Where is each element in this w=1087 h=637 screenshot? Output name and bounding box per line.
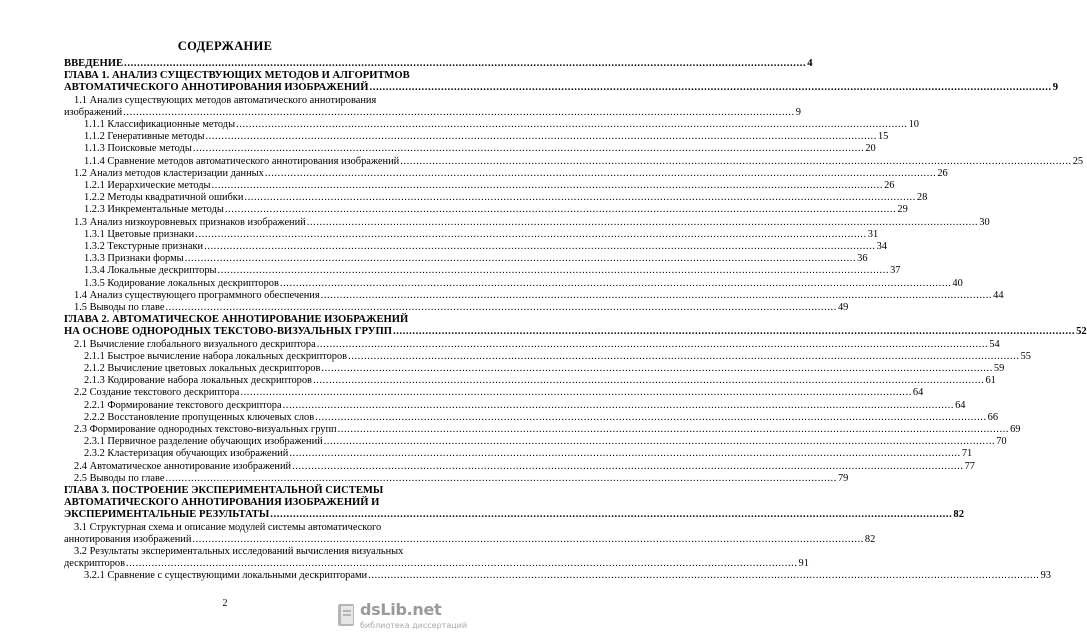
toc-line — [64, 497, 418, 509]
toc-entry-text: 1.2.3 Инкрементальные методы — [84, 204, 224, 216]
toc-page-number: 26 — [884, 180, 895, 191]
toc-leader-dots — [315, 412, 987, 424]
toc-entry-text: 1.3.3 Признаки формы — [84, 253, 184, 265]
toc-page-number: 64 — [912, 387, 924, 399]
toc-entry-text: ВВЕДЕНИЕ — [64, 58, 124, 69]
toc-leader-dots — [225, 204, 897, 216]
toc-entry-text: аннотирования изображений — [64, 533, 192, 545]
toc-page-number: 79 — [837, 472, 849, 484]
toc-line — [64, 509, 964, 521]
toc-leader-dots — [265, 168, 937, 180]
toc-page-number: 20 — [865, 143, 876, 155]
toc-page-number: 4 — [807, 58, 813, 69]
toc-line — [64, 106, 801, 119]
toc-entry-text: ГЛАВА 2. АВТОМАТИЧЕСКОЕ АННОТИРОВАНИЕ ИЗОБРАЖЕНИЙ — [64, 314, 409, 326]
toc-leader-dots — [236, 119, 908, 131]
toc-page-number: 64 — [955, 399, 966, 411]
toc-line — [64, 533, 876, 546]
toc-leader-dots — [204, 241, 876, 253]
toc-entry-text: 2.1.1 Быстрое вычисление набора локальных дескрипторов — [84, 350, 348, 362]
toc-entry-text: 1.4 Анализ существующего программного обеспечения — [74, 289, 320, 301]
toc-leader-dots — [123, 107, 795, 119]
toc-entry-text: 1.3.1 Цветовые признаки — [84, 228, 195, 240]
toc-leader-dots — [321, 290, 993, 302]
toc-line — [84, 228, 879, 241]
toc-entry-text: ГЛАВА 1. АНАЛИЗ СУЩЕСТВУЮЩИХ МЕТОДОВ И АЛГОРИТМОВ — [64, 70, 410, 82]
toc-entry-text: 2.5 Выводы по главе — [74, 472, 165, 484]
toc-page-number: 30 — [979, 216, 990, 228]
toc-entry-text: 1.1.4 Сравнение методов автоматического аннотирования изображений — [84, 155, 400, 167]
toc-line — [84, 436, 1007, 448]
toc-leader-dots — [240, 387, 912, 399]
toc-page-number: 9 — [795, 106, 801, 118]
toc-page-number: 15 — [877, 131, 889, 143]
toc-page-number: 91 — [798, 558, 809, 570]
toc-line — [74, 338, 1000, 351]
watermark-brand: dsLib.net — [360, 600, 442, 619]
toc-line — [84, 155, 1084, 168]
toc-line — [64, 314, 418, 326]
toc-leader-dots — [400, 156, 1072, 168]
toc-leader-dots — [321, 363, 993, 375]
toc-line — [74, 472, 849, 485]
toc-page-number: 71 — [961, 448, 973, 460]
toc-page-number: 36 — [857, 253, 868, 265]
toc-line — [64, 485, 418, 497]
toc-leader-dots — [218, 265, 890, 277]
toc-page-number: 70 — [996, 436, 1007, 448]
toc-entry-text: ЭКСПЕРИМЕНТАЛЬНЫЕ РЕЗУЛЬТАТЫ — [64, 509, 270, 521]
toc-entry-text: 1.2.1 Иерархические методы — [84, 180, 211, 191]
toc-leader-dots — [370, 82, 1052, 94]
toc-leader-dots — [165, 473, 837, 485]
toc-line — [84, 375, 996, 387]
toc-page-number: 25 — [1072, 155, 1084, 167]
toc-entry-text: 1.1.1 Классификационные методы — [84, 119, 236, 130]
toc-entry-text: 3.2 Результаты экспериментальных исследований вычисления визуальных — [74, 546, 404, 557]
toc-line — [64, 70, 418, 82]
toc-entry-text: 1.3 Анализ низкоуровневых признаков изображений — [74, 216, 306, 228]
toc-line — [74, 95, 418, 107]
toc-leader-dots — [324, 436, 996, 448]
toc-entry-text: 1.2 Анализ методов кластеризации данных — [74, 167, 264, 179]
toc-entry-text: 2.1 Вычисление глобального визуального дескриптора — [74, 338, 316, 350]
toc-line — [74, 289, 1004, 302]
toc-page-number: 55 — [1020, 350, 1031, 362]
toc-line — [74, 522, 418, 534]
page-title: СОДЕРЖАНИЕ — [177, 39, 273, 53]
toc-leader-dots — [313, 375, 985, 387]
toc-line — [84, 131, 889, 143]
toc-line — [84, 399, 966, 412]
toc-line — [84, 570, 1051, 582]
toc-leader-dots — [368, 570, 1040, 582]
toc-line — [84, 241, 887, 253]
toc-line — [84, 143, 876, 155]
toc-leader-dots — [283, 400, 955, 412]
toc-entry-text: 2.1.2 Вычисление цветовых локальных дескрипторов — [84, 363, 321, 374]
book-logo-icon — [336, 600, 358, 630]
toc-entry-text: 2.3.2 Кластеризация обучающих изображений — [84, 448, 289, 460]
toc-line — [84, 350, 1031, 363]
toc-line — [84, 363, 1005, 375]
toc-line — [84, 192, 928, 204]
toc-line — [84, 411, 999, 424]
toc-line — [74, 216, 990, 229]
toc-leader-dots — [124, 58, 806, 70]
toc-entry-text: 1.3.4 Локальные дескрипторы — [84, 265, 217, 277]
toc-entry-text: 2.2.1 Формирование текстового дескриптора — [84, 399, 282, 411]
toc-entry-text: 2.3 Формирование однородных текстово-визуальных групп — [74, 424, 337, 435]
toc-page-number: 61 — [985, 375, 996, 387]
toc-leader-dots — [212, 180, 884, 192]
page-number: 2 — [222, 598, 228, 609]
watermark-tagline: библиотека диссертаций — [360, 621, 468, 630]
toc-page-number: 28 — [916, 192, 928, 204]
toc-page-number: 10 — [908, 119, 919, 130]
toc-entry-text: 2.1.3 Кодирование набора локальных дескрипторов — [84, 375, 312, 387]
toc-entry-text: 1.1.2 Генеративные методы — [84, 131, 205, 143]
toc-leader-dots — [317, 339, 989, 351]
toc-page-number: 40 — [952, 277, 963, 289]
toc-page-number: 31 — [867, 228, 879, 240]
toc-line — [84, 277, 963, 290]
toc-line — [74, 460, 975, 473]
toc-line — [64, 58, 813, 70]
toc-entry-text: изображений — [64, 106, 123, 118]
watermark — [336, 600, 468, 634]
toc-entry-text: дескрипторов — [64, 558, 126, 570]
toc-leader-dots — [289, 448, 961, 460]
toc-page-number: 54 — [989, 338, 1000, 350]
toc-page-number: 34 — [876, 241, 887, 252]
toc-page-number: 52 — [1076, 326, 1087, 338]
toc-page-number: 59 — [993, 363, 1005, 374]
toc-entry-text: 1.1 Анализ существующих методов автоматического аннотирования — [74, 94, 377, 106]
toc-line — [84, 204, 908, 216]
toc-entry-text: 3.1 Структурная схема и описание модулей системы автоматического — [74, 521, 382, 533]
toc-leader-dots — [393, 326, 1075, 338]
toc-leader-dots — [192, 534, 864, 546]
toc-entry-text: АВТОМАТИЧЕСКОГО АННОТИРОВАНИЯ ИЗОБРАЖЕНИЙ — [64, 82, 369, 94]
toc-leader-dots — [244, 192, 916, 204]
toc-entry-text: 1.1.3 Поисковые методы — [84, 143, 192, 155]
toc-entry-text: НА ОСНОВЕ ОДНОРОДНЫХ ТЕКСТОВО-ВИЗУАЛЬНЫХ ГРУПП — [64, 326, 392, 338]
toc-leader-dots — [195, 229, 867, 241]
toc-line — [84, 265, 901, 277]
toc-page-number: 77 — [964, 460, 975, 472]
toc-line — [74, 387, 924, 399]
toc-page-number: 82 — [864, 533, 876, 545]
toc-entry-text: АВТОМАТИЧЕСКОГО АННОТИРОВАНИЯ ИЗОБРАЖЕНИЙ И — [64, 497, 380, 509]
toc-line — [84, 119, 919, 131]
toc-entry-text: 1.2.2 Методы квадратичной ошибки — [84, 192, 244, 204]
toc-page-number: 44 — [993, 289, 1004, 301]
toc-line — [84, 180, 895, 192]
toc-page-number: 9 — [1052, 82, 1059, 94]
toc-entry-text: 1.3.2 Текстурные признаки — [84, 241, 204, 252]
toc-leader-dots — [280, 278, 952, 290]
toc-page-number: 37 — [890, 265, 901, 277]
toc-leader-dots — [338, 424, 1010, 436]
toc-line — [84, 253, 868, 265]
toc-leader-dots — [205, 131, 877, 143]
toc-entry-text: 1.5 Выводы по главе — [74, 302, 165, 313]
toc-page-number: 93 — [1040, 570, 1051, 582]
toc-line — [74, 302, 849, 314]
toc-leader-dots — [292, 461, 964, 473]
toc-leader-dots — [165, 302, 837, 314]
toc-line — [84, 448, 973, 460]
toc-leader-dots — [126, 558, 798, 570]
toc-entry-text: 2.4 Автоматическое аннотирование изображений — [74, 460, 292, 472]
toc-leader-dots — [348, 351, 1020, 363]
toc-page-number: 69 — [1010, 424, 1021, 435]
toc-entry-text: 2.2.2 Восстановление пропущенных ключевых слов — [84, 411, 315, 423]
toc-line — [74, 424, 1021, 436]
toc-entry-text: 1.3.5 Кодирование локальных дескрипторов — [84, 277, 279, 289]
toc-page-number: 66 — [987, 411, 999, 423]
toc-line — [74, 167, 948, 180]
toc-entry-text: 3.2.1 Сравнение с существующими локальными дескрипторами — [84, 570, 368, 582]
toc-line — [74, 546, 418, 558]
toc-leader-dots — [185, 253, 857, 265]
toc-leader-dots — [307, 217, 979, 229]
toc-line — [64, 558, 809, 570]
toc-line — [64, 326, 1087, 338]
toc-page-number: 82 — [953, 509, 964, 521]
toc-page-number: 29 — [897, 204, 908, 216]
toc-leader-dots — [270, 509, 952, 521]
toc-line — [64, 82, 1059, 94]
toc-page-number: 49 — [837, 302, 849, 313]
toc-entry-text: ГЛАВА 3. ПОСТРОЕНИЕ ЭКСПЕРИМЕНТАЛЬНОЙ СИСТЕМЫ — [64, 485, 384, 496]
toc-leader-dots — [193, 143, 865, 155]
toc-entry-text: 2.3.1 Первичное разделение обучающих изображений — [84, 436, 323, 448]
toc-entry-text: 2.2 Создание текстового дескриптора — [74, 387, 240, 399]
toc-page-number: 26 — [937, 167, 948, 179]
